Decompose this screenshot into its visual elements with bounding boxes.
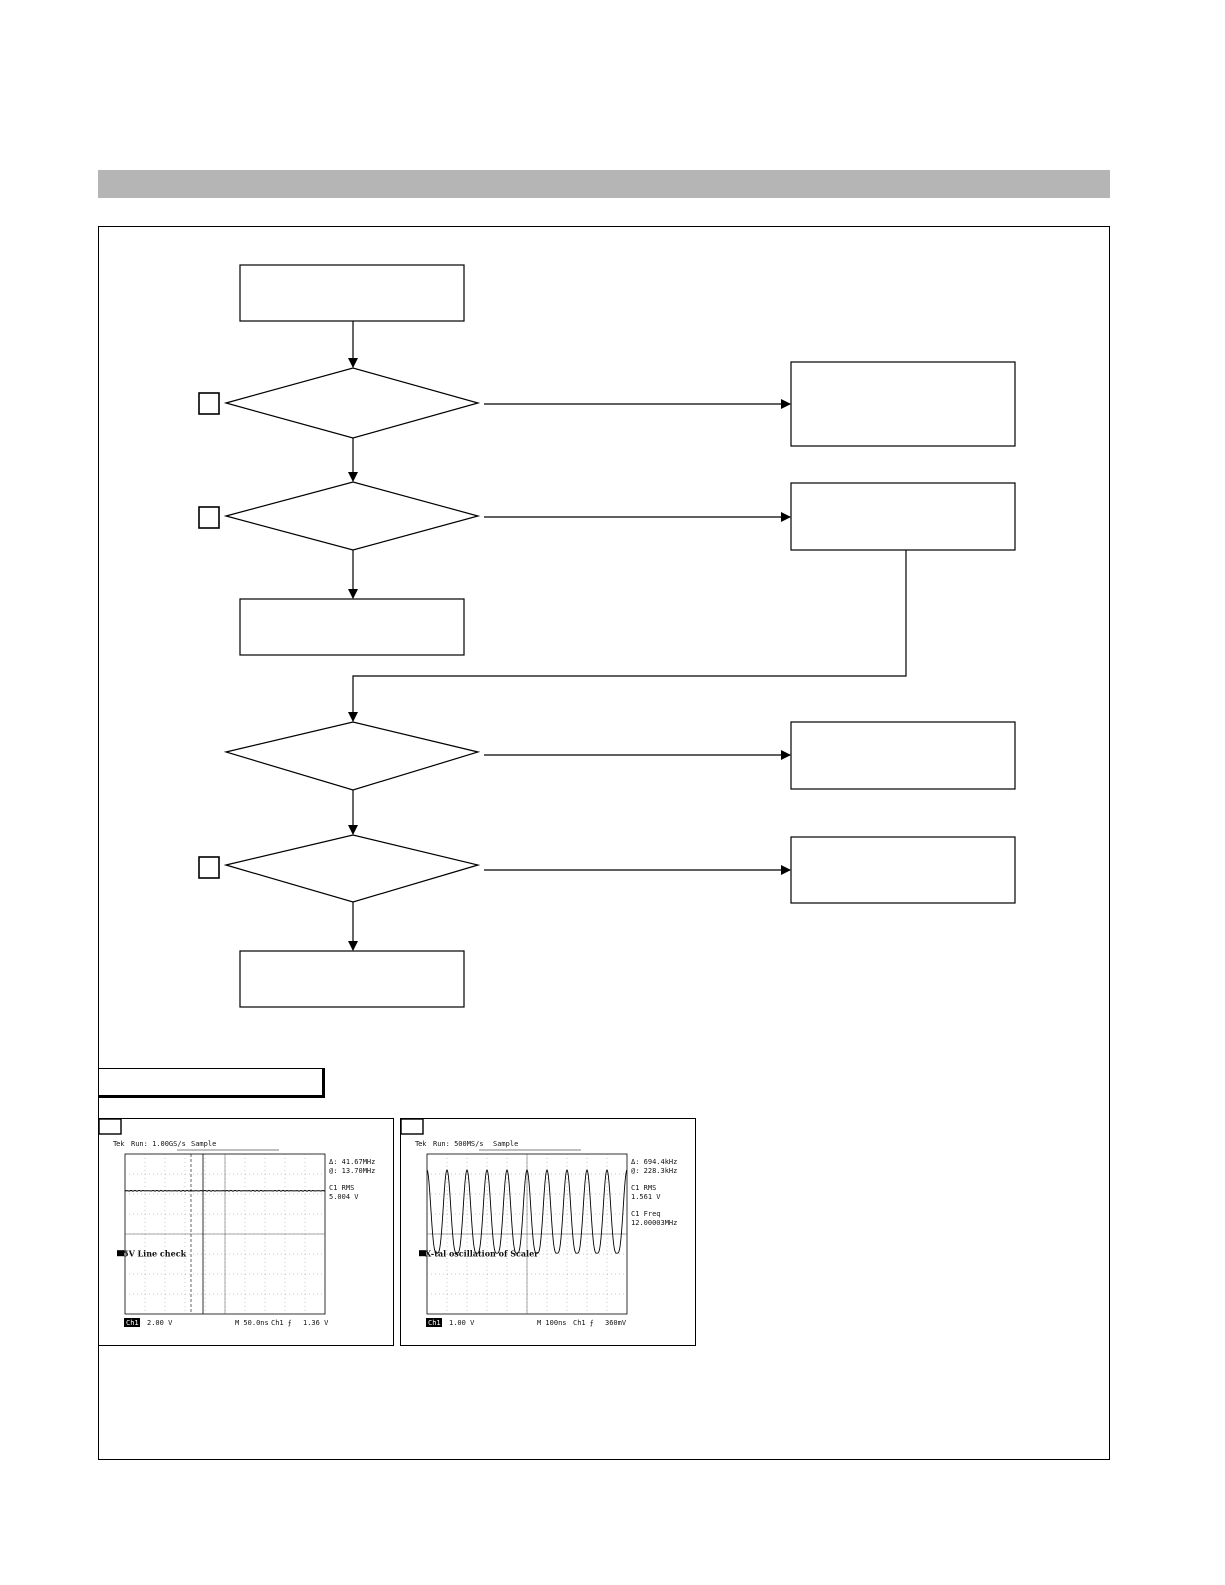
scope-brand: Tek: [113, 1140, 125, 1148]
scope-footer-level: 360mV: [605, 1319, 627, 1327]
scope-footer-scale: 2.00 V: [147, 1319, 173, 1327]
scope-annotation: 5V Line check: [123, 1248, 187, 1259]
result-box-2: [791, 483, 1015, 550]
scope-readout: C1 Freq: [631, 1210, 661, 1218]
decision-3: [226, 722, 478, 790]
checkpoint-marker-3: [199, 857, 219, 878]
scope-run-rate: Run: 1.00GS/s: [131, 1140, 186, 1148]
result-box-5: [791, 837, 1015, 903]
start-box: [240, 265, 464, 321]
scope-readout: Δ: 41.67MHz: [329, 1158, 376, 1166]
scope-footer-trigger: Ch1 ⨍: [271, 1319, 292, 1327]
scope-corner-marker: [99, 1119, 121, 1134]
scope-readout: @: 13.70MHz: [329, 1167, 376, 1175]
scope-readout: C1 RMS: [631, 1184, 657, 1192]
scope-readout: 1.561 V: [631, 1193, 661, 1201]
scope-footer-timebase: M 50.0ns: [235, 1319, 269, 1327]
scope-readout: @: 228.3kHz: [631, 1167, 678, 1175]
checkpoint-marker-2: [199, 507, 219, 528]
scope-screenshot-2: [400, 1118, 696, 1346]
decision-1: [226, 368, 478, 438]
scope-screenshot-1: [98, 1118, 394, 1346]
scope-footer-channel: Ch1: [428, 1319, 441, 1327]
decision-2: [226, 482, 478, 550]
scope-footer-level: 1.36 V: [303, 1319, 329, 1327]
scope-readout: C1 RMS: [329, 1184, 355, 1192]
scope-readout: 12.00003MHz: [631, 1219, 678, 1227]
scope-corner-marker: [401, 1119, 423, 1134]
scope-run-rate: Run: 500MS/s: [433, 1140, 484, 1148]
result-box-4: [791, 722, 1015, 789]
decision-4: [226, 835, 478, 902]
scope-readout: 5.004 V: [329, 1193, 359, 1201]
scope-footer-timebase: M 100ns: [537, 1319, 567, 1327]
checkpoint-marker-1: [199, 393, 219, 414]
scope-acq-mode: Sample: [493, 1140, 519, 1148]
scope-acq-mode: Sample: [191, 1140, 217, 1148]
scope-footer-channel: Ch1: [126, 1319, 139, 1327]
scope-brand: Tek: [415, 1140, 427, 1148]
scope-annotation: X-tal oscillation of Scaler: [425, 1248, 539, 1259]
result-box-1: [791, 362, 1015, 446]
result-box-3: [240, 599, 464, 655]
scope-footer-scale: 1.00 V: [449, 1319, 475, 1327]
waveform-label-tab: [98, 1068, 325, 1098]
scope-footer-trigger: Ch1 ⨍: [573, 1319, 594, 1327]
end-box: [240, 951, 464, 1007]
scope-readout: Δ: 694.4kHz: [631, 1158, 678, 1166]
